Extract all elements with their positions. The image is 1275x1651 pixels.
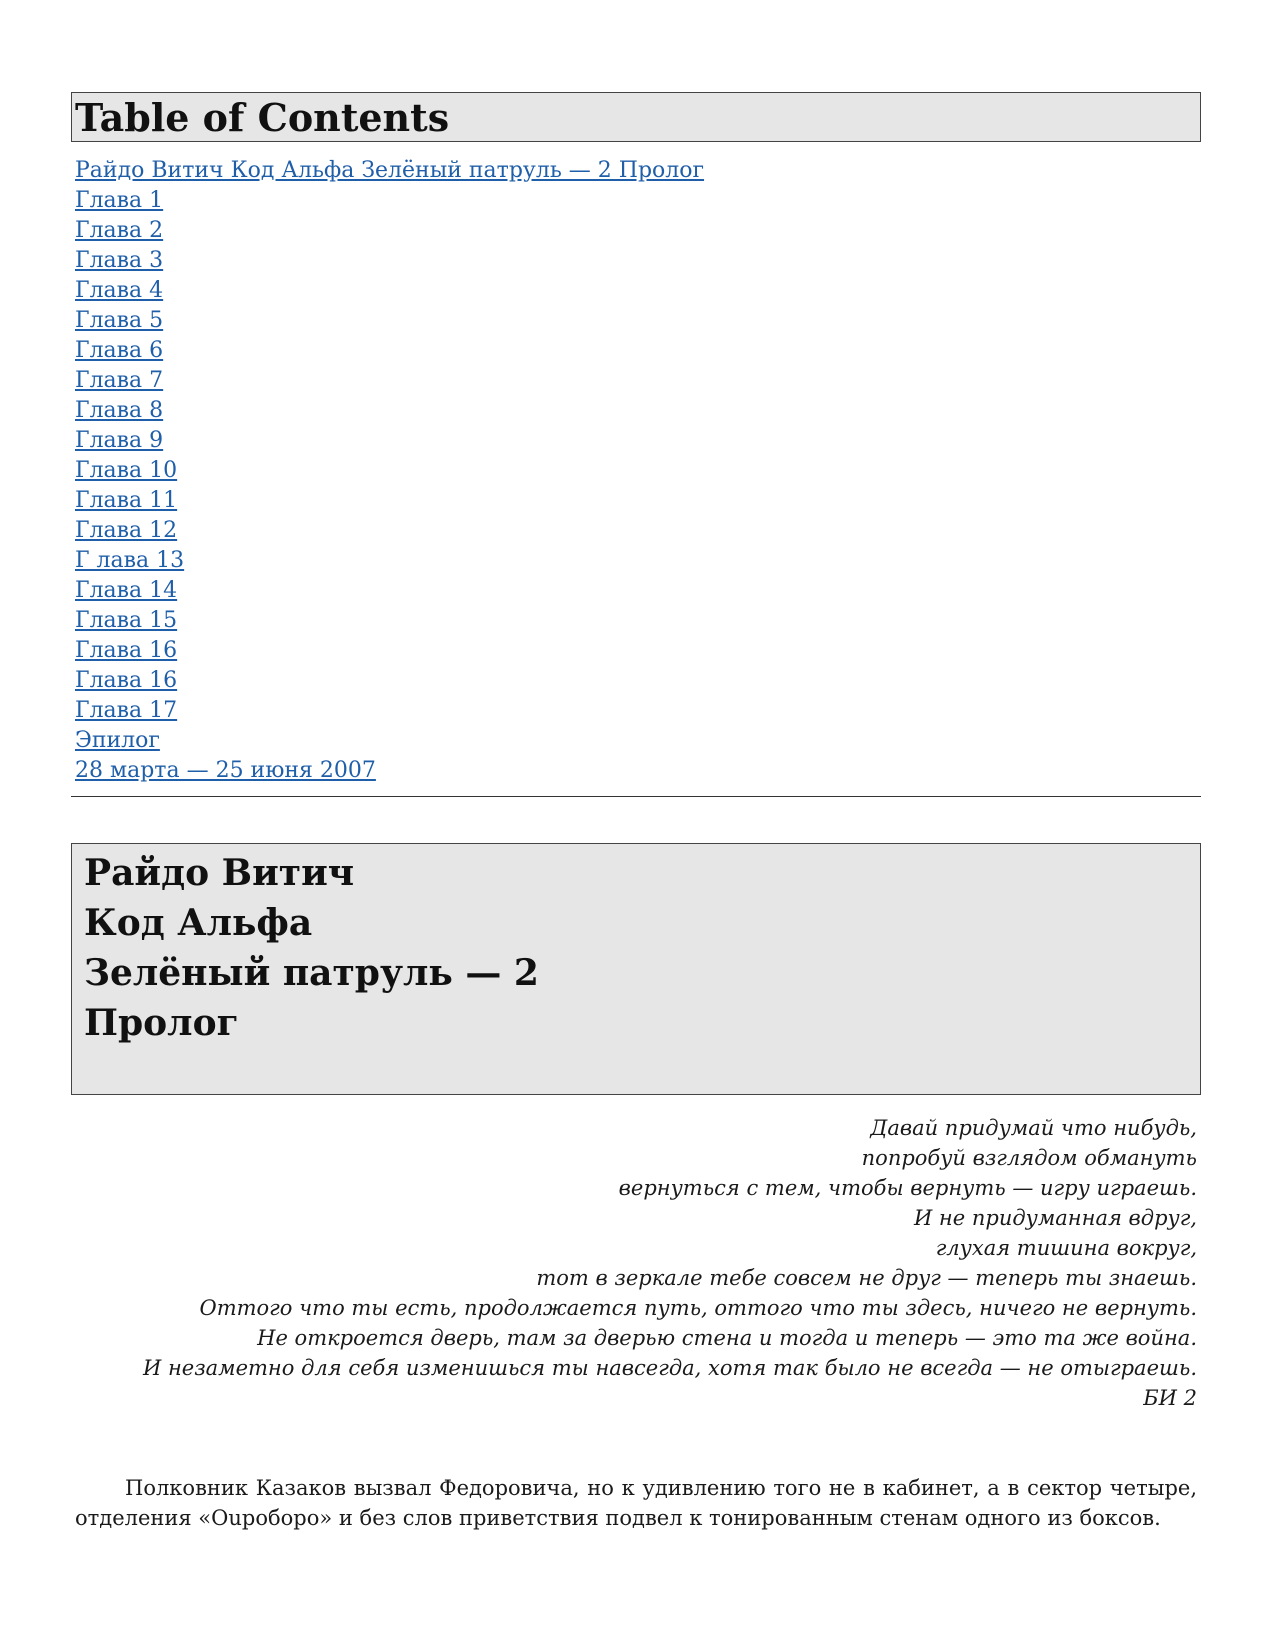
toc-item (75, 276, 1201, 306)
toc-link-chapter-3[interactable]: Глава 3 (75, 248, 164, 273)
toc-item (75, 516, 1201, 546)
toc-link-chapter-6[interactable]: Глава 6 (75, 338, 164, 363)
toc-link-chapter-16[interactable]: Глава 16 (75, 638, 178, 663)
section-divider (71, 796, 1201, 797)
epigraph-line: Оттого что ты есть, продолжается путь, оттого что ты здесь, ничего не вернуть. (199, 1296, 1197, 1320)
toc-link-chapter-5[interactable]: Глава 5 (75, 308, 164, 333)
toc-link-chapter-7[interactable]: Глава 7 (75, 368, 164, 393)
toc-link-chapter-12[interactable]: Глава 12 (75, 518, 178, 543)
epigraph-line: глухая тишина вокруг, (935, 1236, 1197, 1260)
toc-item (75, 366, 1201, 396)
toc-link-chapter-4[interactable]: Глава 4 (75, 278, 164, 303)
epigraph-line: И не придуманная вдруг, (913, 1206, 1197, 1230)
toc-title: Table of Contents (75, 95, 450, 140)
epigraph-line: И незаметно для себя изменишься ты навсегда, хотя так было не всегда — не отыграешь. (142, 1356, 1197, 1380)
toc-item (75, 726, 1201, 756)
toc-link-chapter-9[interactable]: Глава 9 (75, 428, 164, 453)
toc-item (75, 696, 1201, 726)
heading-chapter: Пролог (84, 1002, 239, 1044)
toc-link-chapter-2[interactable]: Глава 2 (75, 218, 164, 243)
epigraph-line: Не откроется дверь, там за дверью стена и тогда и теперь — это та же война. (257, 1326, 1197, 1350)
epigraph-line: вернуться с тем, чтобы вернуть — игру играешь. (618, 1176, 1197, 1200)
toc-link-chapter-17[interactable]: Глава 17 (75, 698, 178, 723)
toc-item (75, 576, 1201, 606)
epigraph-attribution: БИ 2 (1143, 1386, 1197, 1410)
toc-item (75, 396, 1201, 426)
body-paragraph: Полковник Казаков вызвал Федоровича, но к удивлению того не в кабинет, а в сектор четыре, отделения «Ouроборо» и без слов приветствия подвел к тонированным стенам одного из боксов. (75, 1476, 1197, 1530)
toc-item (75, 486, 1201, 516)
epigraph (71, 1113, 1201, 1413)
toc-link-epilogue[interactable]: Эпилог (75, 728, 160, 753)
toc-link-chapter-8[interactable]: Глава 8 (75, 398, 164, 423)
toc-item (75, 546, 1201, 576)
toc-link-chapter-1[interactable]: Глава 1 (75, 188, 164, 213)
epigraph-line: попробуй взглядом обмануть (861, 1146, 1197, 1170)
heading-series: Зелёный патруль — 2 (84, 952, 539, 994)
toc-item (75, 756, 1201, 786)
toc-link-chapter-13[interactable]: Г лава 13 (75, 548, 185, 573)
heading-author: Райдо Витич (84, 852, 355, 894)
toc-header-box (71, 92, 1201, 142)
toc-item (75, 336, 1201, 366)
toc-item (75, 246, 1201, 276)
toc-list (71, 156, 1201, 786)
heading-book-title: Код Альфа (84, 902, 313, 944)
toc-item (75, 456, 1201, 486)
toc-link-dates[interactable]: 28 марта — 25 июня 2007 (75, 758, 376, 783)
toc-link-chapter-11[interactable]: Глава 11 (75, 488, 178, 513)
toc-item (75, 156, 1201, 186)
toc-item (75, 306, 1201, 336)
document-page (71, 92, 1201, 1554)
epigraph-line: тот в зеркале тебе совсем не друг — теперь ты знаешь. (536, 1266, 1197, 1290)
toc-link-chapter-16-repeat[interactable]: Глава 16 (75, 668, 178, 693)
toc-item (75, 216, 1201, 246)
chapter-heading-box (71, 843, 1201, 1095)
toc-item (75, 186, 1201, 216)
toc-link-chapter-14[interactable]: Глава 14 (75, 578, 178, 603)
toc-link-prologue[interactable]: Райдо Витич Код Альфа Зелёный патруль — 2 Пролог (75, 158, 705, 183)
epigraph-line: Давай придумай что нибудь, (870, 1116, 1197, 1140)
toc-link-chapter-10[interactable]: Глава 10 (75, 458, 178, 483)
toc-item (75, 426, 1201, 456)
toc-item (75, 666, 1201, 696)
toc-item (75, 636, 1201, 666)
toc-item (75, 606, 1201, 636)
toc-link-chapter-15[interactable]: Глава 15 (75, 608, 178, 633)
